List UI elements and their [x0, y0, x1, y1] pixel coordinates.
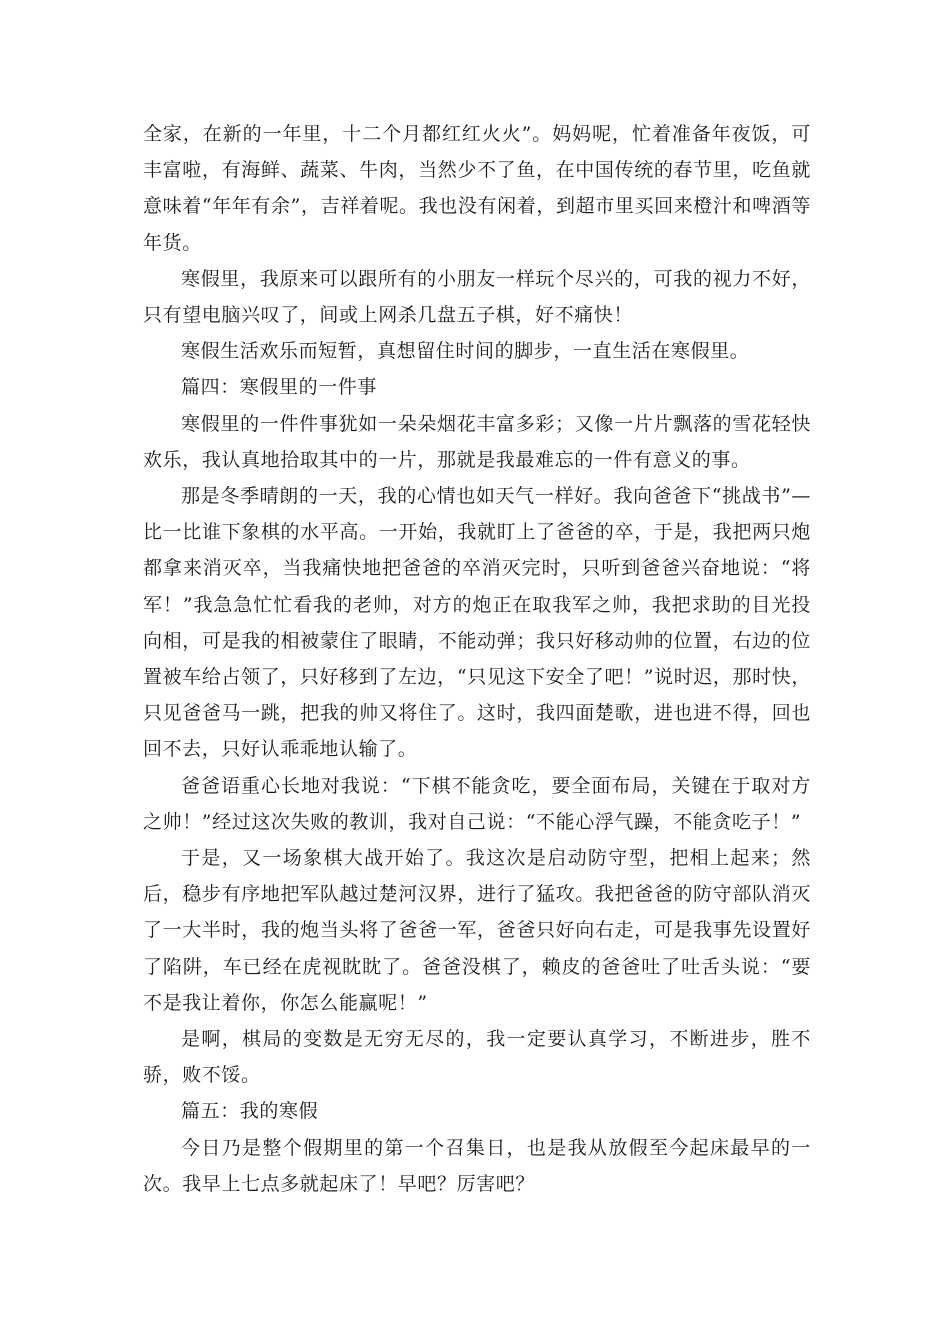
paragraph-father-advice: 爸爸语重心长地对我说：“下棋不能贪吃，要全面布局，关键在于取对方之帅！”经过这次失败的教训，我对自己说：“不能心浮气躁，不能贪吃子！” — [143, 774, 811, 833]
document-page — [143, 116, 811, 1202]
paragraph-winter-joy: 寒假生活欢乐而短暂，真想留住时间的脚步，一直生活在寒假里。 — [181, 340, 750, 363]
paragraph-conclusion: 是啊，棋局的变数是无穷无尽的，我一定要认真学习，不断进步，胜不骄，败不馁。 — [143, 1028, 811, 1087]
paragraph-first-gathering: 今日乃是整个假期里的第一个召集日，也是我从放假至今起床最早的一次。我早上七点多就起床了！早吧？厉害吧？ — [143, 1136, 811, 1195]
section-heading-part-five: 篇五：我的寒假 — [181, 1100, 319, 1123]
paragraph-chess-game-one: 那是冬季晴朗的一天，我的心情也如天气一样好。我向爸爸下“挑战书”—比一比谁下象棋的水平高。一开始，我就盯上了爸爸的卒，于是，我把两只炮都拿来消灭卒，当我痛快地把爸爸的卒消灭完时，只听到爸爸兴奋地说：“将军！”我急急忙忙看我的老帅，对方的炮正在取我军之帅，我把求助的目光投向相，可是我的相被蒙住了眼睛，不能动弹；我只好移动帅的位置，右边的位置被车给占领了，只好移到了左边，“只见这下安全了吧！”说时迟，那时快，只见爸爸马一跳，把我的帅又将住了。这时，我四面楚歌，进也进不得，回也回不去，只好认乖乖地认输了。 — [143, 485, 811, 761]
paragraph-fireworks: 寒假里的一件件事犹如一朵朵烟花丰富多彩；又像一片片飘落的雪花轻快欢乐，我认真地拾取其中的一片，那就是我最难忘的一件有意义的事。 — [143, 412, 811, 471]
paragraph-chess-game-two: 于是，又一场象棋大战开始了。我这次是启动防守型，把相上起来；然后，稳步有序地把军队越过楚河汉界，进行了猛攻。我把爸爸的防守部队消灭了一大半时，我的炮当头将了爸爸一军，爸爸只好向右走，可是我事先设置好了陷阱，车已经在虎视眈眈了。爸爸没棋了，赖皮的爸爸吐了吐舌头说：“要不是我让着你，你怎么能赢呢！” — [143, 847, 811, 1014]
paragraph-family-newyear: 全家，在新的一年里，十二个月都红红火火”。妈妈呢，忙着准备年夜饭，可丰富啦，有海鲜、蔬菜、牛肉，当然少不了鱼，在中国传统的春节里，吃鱼就意味着“年年有余”，吉祥着呢。我也没有闲着，到超市里买回来橙汁和啤酒等年货。 — [143, 123, 811, 254]
paragraph-eyesight: 寒假里，我原来可以跟所有的小朋友一样玩个尽兴的，可我的视力不好，只有望电脑兴叹了，间或上网杀几盘五子棋，好不痛快！ — [143, 267, 811, 327]
section-heading-part-four: 篇四：寒假里的一件事 — [181, 376, 378, 399]
